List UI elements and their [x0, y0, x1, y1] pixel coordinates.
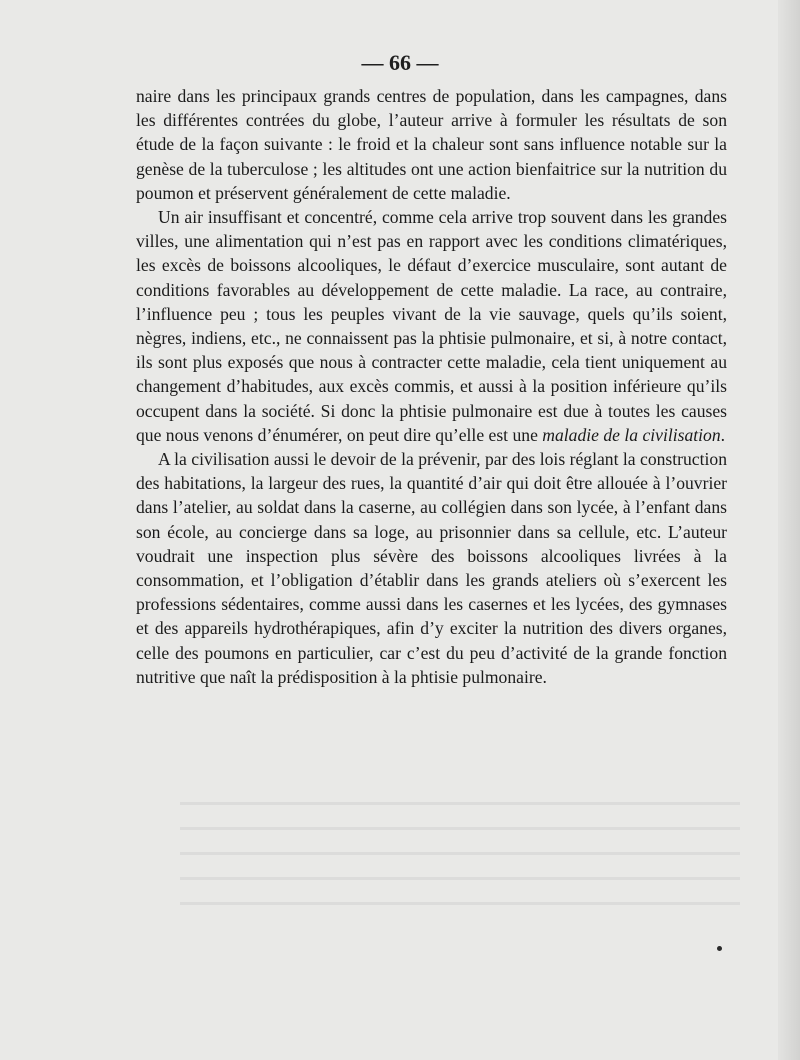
paragraph-2-emphasis: maladie de la civilisation — [542, 424, 721, 445]
body-text — [136, 84, 727, 689]
ink-speck — [717, 946, 722, 951]
bleed-through-shadow — [180, 780, 740, 940]
page-number: — 66 — — [361, 50, 439, 75]
paragraph-2 — [136, 205, 727, 447]
paragraph-1 — [136, 84, 727, 205]
paragraph-2-text: Un air insuffisant et concentré, comme cela arrive trop souvent dans les grandes villes, une alimentation qui n’est pas en rapport avec les conditions climatériques, les excès de boissons alcooliques, le défaut d’exercice musculaire, sont autant de conditions favorables au développement de cette maladie. La race, au contraire, l’influence peu ; tous les peuples vivant de la vie sauvage, quels qu’ils soient, nègres, indiens, etc., ne connaissent pas la phtisie pulmonaire, et si, à notre contact, ils sont plus exposés que nous à contracter cette maladie, cela tient uniquement au changement d’habitudes, aux excès commis, et aussi à la position inférieure qu’ils occupent dans la société. Si donc la phtisie pulmonaire est due à toutes les causes que nous venons d’énumérer, on peut dire qu’elle est une — [136, 207, 727, 445]
paragraph-3-text: A la civilisation aussi le devoir de la prévenir, par des lois réglant la construction des habitations, la largeur des rues, la quantité d’air qui doit être allouée à l’ouvrier dans l’atelier, au soldat dans la caserne, au collégien dans son lycée, à l’enfant dans son école, au concierge dans sa loge, au prisonnier dans sa cellule, etc. L’auteur voudrait une inspection plus sévère des boissons alcooliques livrées à la consommation, et l’obligation d’établir dans les grands ateliers où s’exercent les professions sédentaires, comme aussi dans les casernes et les lycées, des gymnases et des appareils hydrothérapiques, afin d’y exciter la nutrition des divers organes, celle des poumons en particulier, car c’est du peu d’activité de la grande fonction nutritive que naît la prédisposition à la phtisie pulmonaire. — [136, 449, 727, 687]
paragraph-3 — [136, 447, 727, 689]
paragraph-2-end: . — [720, 424, 726, 445]
page-edge-shadow — [778, 0, 800, 1060]
paragraph-1-text: naire dans les principaux grands centres de population, dans les campagnes, dans les différentes contrées du globe, l’auteur arrive à formuler les résultats de son étude de la façon suivante : le froid et la chaleur sont sans influence notable sur la genèse de la tuberculose ; les altitudes ont une action bienfaitrice sur la nutrition du poumon et préservent généralement de cette maladie. — [136, 86, 727, 203]
